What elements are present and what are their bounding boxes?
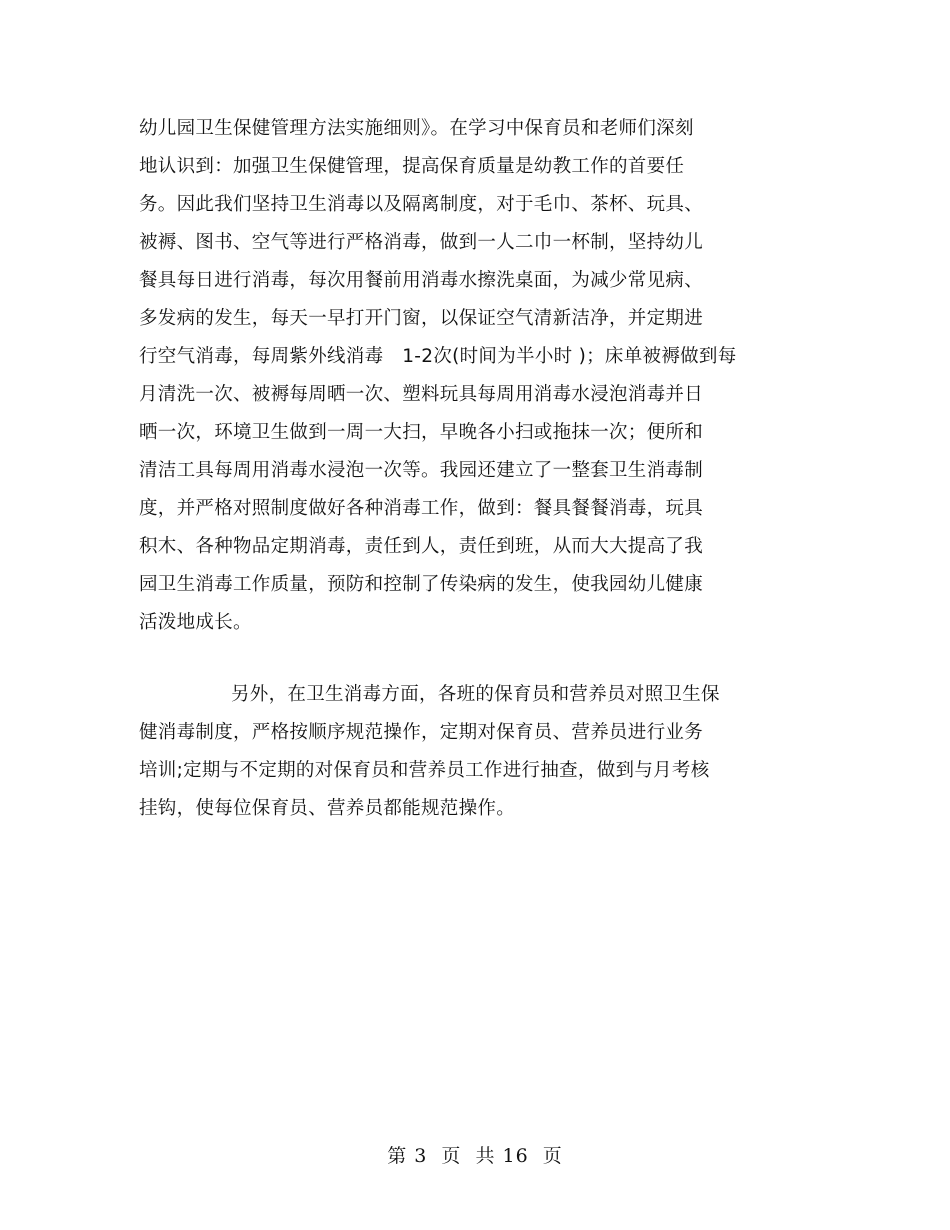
- text-line: 被褥、图书、空气等进行严格消毒，做到一人二巾一杯制，坚持幼儿: [139, 232, 704, 253]
- text-line: 务。因此我们坚持卫生消毒以及隔离制度，对于毛巾、茶杯、玩具、: [139, 194, 704, 215]
- text-line: 园卫生消毒工作质量，预防和控制了传染病的发生，使我园幼儿健康: [139, 574, 704, 595]
- text-line: 晒一次，环境卫生做到一周一大扫，早晚各小扫或拖抹一次；便所和: [139, 422, 704, 443]
- paragraph-1: [139, 110, 819, 642]
- text-line: 积木、各种物品定期消毒，责任到人，责任到班，从而大大提高了我: [139, 536, 704, 557]
- text-line: 度，并严格对照制度做好各种消毒工作，做到：餐具餐餐消毒，玩具: [139, 498, 704, 519]
- page-footer: [0, 1144, 950, 1168]
- text-line: 行空气消毒，每周紫外线消毒 1-2次(时间为半小时 )；床单被褥做到每: [139, 346, 737, 367]
- text-line: 健消毒制度，严格按顺序规范操作，定期对保育员、营养员进行业务: [139, 722, 704, 743]
- text-line: 幼儿园卫生保健管理方法实施细则》。在学习中保育员和老师们深刻: [139, 118, 694, 139]
- text-line: 挂钩，使每位保育员、营养员都能规范操作。: [139, 798, 516, 819]
- body-text: [139, 110, 819, 828]
- text-line: 另外，在卫生消毒方面，各班的保育员和营养员对照卫生保: [231, 684, 720, 705]
- paragraph-2: [139, 676, 819, 828]
- text-line: 多发病的发生，每天一早打开门窗，以保证空气清新洁净，并定期进: [139, 308, 704, 329]
- text-line: 月清洗一次、被褥每周晒一次、塑料玩具每周用消毒水浸泡消毒并日: [139, 384, 704, 405]
- page-number: 第 3 页 共 16 页: [387, 1145, 563, 1167]
- text-line: 活泼地成长。: [139, 612, 252, 633]
- text-line: 培训;定期与不定期的对保育员和营养员工作进行抽查，做到与月考核: [139, 760, 710, 781]
- text-line: 地认识到：加强卫生保健管理，提高保育质量是幼教工作的首要任: [139, 156, 685, 177]
- paragraph-gap: [139, 642, 819, 676]
- text-line: 餐具每日进行消毒，每次用餐前用消毒水擦洗桌面，为减少常见病、: [139, 270, 704, 291]
- text-line: 清洁工具每周用消毒水浸泡一次等。我园还建立了一整套卫生消毒制: [139, 460, 704, 481]
